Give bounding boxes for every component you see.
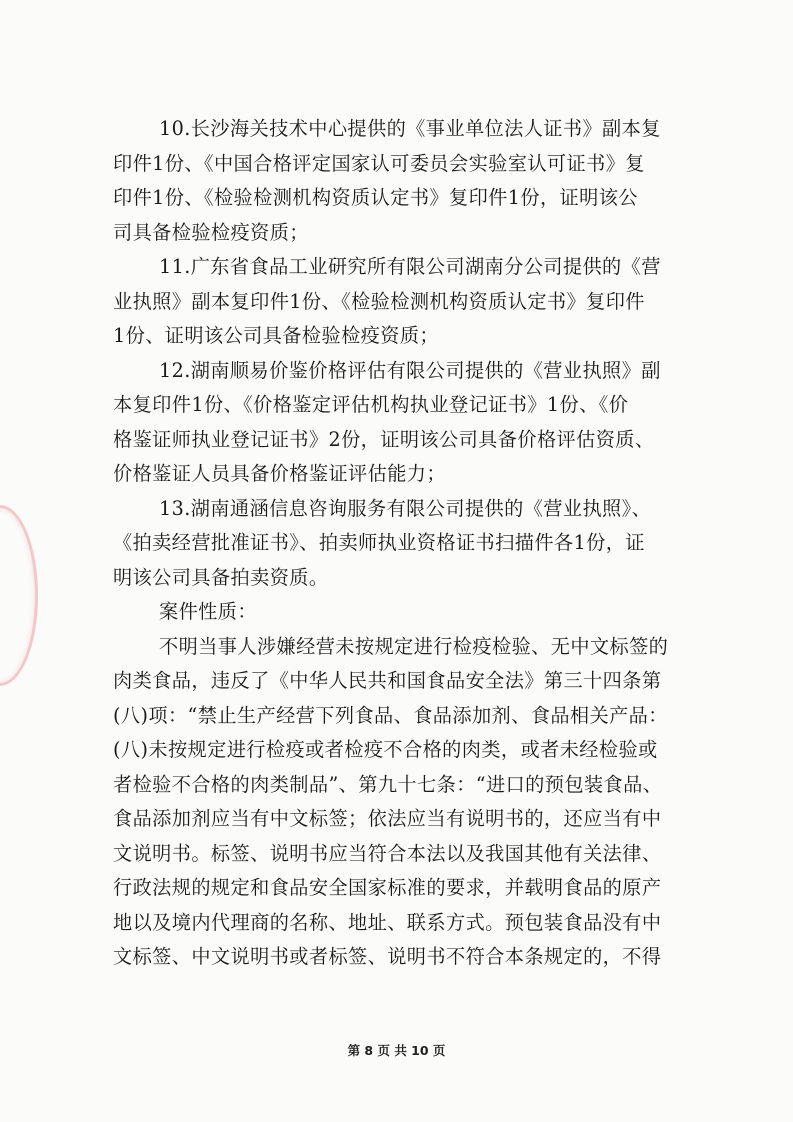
page-number: 第 8 页 共 10 页 bbox=[347, 1043, 446, 1058]
paragraph-line: 12.湖南顺易价鉴价格评估有限公司提供的《营业执照》副 bbox=[159, 358, 661, 382]
paragraph-line: 食品添加剂应当有中文标签；依法应当有说明书的，还应当有中 bbox=[113, 807, 662, 830]
paragraph-line: 文标签、中文说明书或者标签、说明书不符合本条规定的，不得 bbox=[113, 945, 662, 968]
paragraph-line: 本复印件1份、《价格鉴定评估机构执业登记证书》1份、《价 bbox=[113, 393, 629, 416]
paragraph-line: 印件1份、《检验检测机构资质认定书》复印件1份，证明该公 bbox=[113, 186, 638, 209]
section-heading: 案件性质： bbox=[159, 600, 257, 623]
paragraph-line: 不明当事人涉嫌经营未按规定进行检疫检验、无中文标签的 bbox=[159, 634, 669, 658]
red-seal-stamp-edge bbox=[0, 505, 38, 686]
paragraph-line: 行政法规的规定和食品安全国家标准的要求，并载明食品的原产 bbox=[113, 876, 662, 899]
paragraph-line: 10.长沙海关技术中心提供的《事业单位法人证书》副本复 bbox=[159, 117, 661, 140]
paragraph-line: 11.广东省食品工业研究所有限公司湖南分公司提供的《营 bbox=[159, 255, 661, 278]
paragraph-line: 13.湖南通涵信息咨询服务有限公司提供的《营业执照》、 bbox=[159, 496, 652, 520]
paragraph-line: 价格鉴证人员具备价格鉴证评估能力； bbox=[113, 462, 446, 485]
paragraph-line: 者检验不合格的肉类制品”、第九十七条：“进口的预包装食品、 bbox=[113, 772, 663, 796]
paragraph-line: 司具备检验检疫资质； bbox=[113, 220, 309, 244]
paragraph-line: 明该公司具备拍卖资质。 bbox=[113, 565, 329, 589]
paragraph-line: 地以及境内代理商的名称、地址、联系方式。预包装食品没有中 bbox=[113, 910, 662, 934]
paragraph-line: 印件1份、《中国合格评定国家认可委员会实验室认可证书》复 bbox=[113, 151, 645, 175]
paragraph-line: 《拍卖经营批准证书》、拍卖师执业资格证书扫描件各1份，证 bbox=[113, 531, 645, 554]
paragraph-line: 文说明书。标签、说明书应当符合本法以及我国其他有关法律、 bbox=[113, 841, 662, 865]
document-body bbox=[113, 112, 701, 975]
paragraph-line: 格鉴证师执业登记证书》2份，证明该公司具备价格评估资质、 bbox=[113, 427, 655, 451]
paragraph-line: 1份、证明该公司具备检验检疫资质； bbox=[113, 324, 440, 347]
paragraph-line: 业执照》副本复印件1份、《检验检测机构资质认定书》复印件 bbox=[113, 289, 645, 313]
paragraph-line: (八)项：“禁止生产经营下列食品、食品添加剂、食品相关产品： bbox=[113, 703, 668, 727]
paragraph-line: (八)未按规定进行检疫或者检疫不合格的肉类，或者未经检验或 bbox=[113, 738, 658, 761]
paragraph-line: 肉类食品，违反了《中华人民共和国食品安全法》第三十四条第 bbox=[113, 669, 662, 692]
